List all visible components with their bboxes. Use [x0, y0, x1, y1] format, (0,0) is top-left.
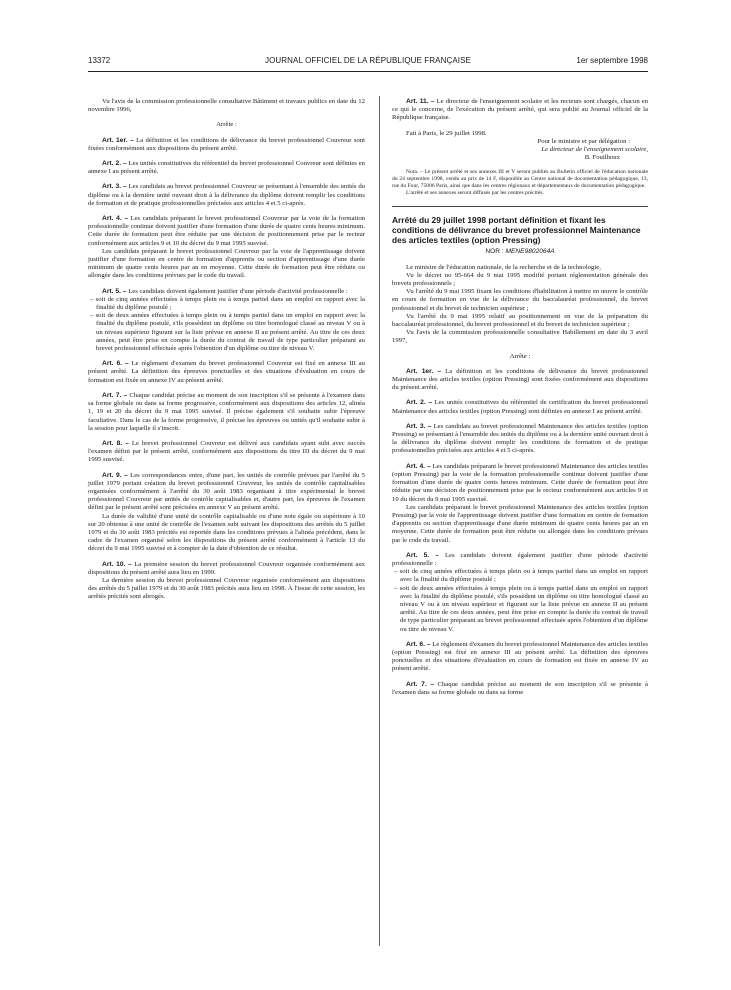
visa-paragraph: Vu l'avis de la commission professionnelle consultative Bâtiment et travaux publics en date du 12 novembre 1996, — [88, 98, 365, 114]
article-label: Art. 5. – — [102, 287, 127, 295]
article-text: Le brevet professionnel Couvreur est délivré aux candidats ayant subi avec succès l'examen défini par le présent arrêté, conformément aux dispositions du titre III du décret du 9 mai 1995 susvisé. — [88, 439, 366, 464]
journal-title: JOURNAL OFFICIEL DE LA RÉPUBLIQUE FRANÇAISE — [265, 56, 471, 65]
column-divider — [379, 96, 380, 946]
article-b5 — [392, 552, 648, 568]
header-rule — [88, 71, 648, 72]
article-1 — [88, 137, 365, 153]
article-text: Les candidats au brevet professionnel Couvreur se présentant à l'ensemble des unités du diplôme ou à la dernière unité ouvrant droit à la délivrance du diplôme doivent remplir les conditions de formation et de pratique professionnelles précisées aux articles 4 et 5 ci-après. — [88, 183, 366, 207]
signing-place-date: Fait à Paris, le 29 juillet 1998. — [406, 129, 487, 137]
article-text: Les correspondances entre, d'une part, les unités de contrôle prévues par l'arrêté du 5 juillet 1979 portant création du brevet professionnel Couvreur, les unités de contrôle capitalisables organisées conformément à l'arrêté du 30 août 1983 organisant à titre expérimental le brevet professionnel Couvreur par unités de contrôle capitalisables et, d'autre part, les épreuves de l'examen défini par le présent arrêté sont précisées en annexe V au présent arrêté. — [88, 471, 365, 512]
article-b7 — [392, 681, 648, 697]
article-label: Art. 5. – — [406, 551, 440, 559]
article-label: Art. 4. – — [102, 215, 129, 223]
article-label: Art. 6. – — [406, 640, 431, 648]
publication-note: Nota. – Le présent arrêté et ses annexes III et V seront publiés au Bulletin officiel de l'éducation nationale du 24 septembre 1998, vendu au prix de 14 F, disponible au Centre national de documentation pédagogique, 13, rue du Four, 75006 Paris, ainsi que dans les centres régionaux et départementaux de documentation pédagogique. — [392, 169, 648, 190]
page-header — [88, 56, 648, 70]
article-text: Chaque candidat précise au moment de son inscription s'il se présente à l'examen dans sa forme globale ou dans sa forme progressive, conformément aux dispositions des articles 12, alinéa 1, 19 et 20 du décret du 9 mai 1995 susvisé. Il précise également s'il souhaite subir l'épreuve facultative. Dans le cas de la forme progressive, il précise les épreuves ou unités qu'il souhaite subir à la session pour laquelle il s'inscrit. — [88, 391, 366, 432]
article-label: Art. 7. – — [102, 391, 128, 399]
article-text: Les unités constitutives du référentiel de certification du brevet professionnel Maintenance des articles textiles (option Pressing) sont définies en annexe I au présent arrêté. — [392, 399, 649, 415]
article-text: Le directeur de l'enseignement scolaire et les recteurs sont chargés, chacun en ce qui le concerne, de l'exécution du présent arrêté, qui sera publié au Journal officiel de la République française. — [392, 98, 648, 122]
nor-code: MENE9802064A — [505, 248, 555, 256]
article-b4-paragraph-2: Les candidats préparant le brevet professionnel Maintenance des articles textiles (option Pressing) par la voie de l'apprentissage doivent justifier d'une formation en centre de formation d'apprentis ou section d'apprentissage d'une durée minimum de quatre cents heures par an en moyenne. Cette durée de formation peut être réduite ou allongée dans les conditions prévues par le code du travail. — [392, 503, 648, 544]
article-text: Les candidats préparant le brevet professionnel Maintenance des articles textiles (option Pressing) par la voie de la formation professionnelle continue doivent justifier d'une formation d'une durée de quatre cents heures minimum. Cette durée de formation peut être réduite par une décision de positionnement prise par le recteur conformément aux articles 9 et 10 du décret du 9 mai 1995 susvisé. — [392, 462, 649, 503]
visa-positionnement: Vu l'arrêté du 9 mai 1995 relatif au positionnement en vue de la préparation du baccalauréat professionnel, du brevet professionnel et du brevet de technicien supérieur ; — [392, 312, 648, 329]
article-9 — [88, 472, 365, 513]
article-b1 — [392, 368, 648, 393]
article-b6 — [392, 641, 648, 674]
article-5-item-2: – soit de deux années effectuées à temps plein ou à temps partiel dans un emploi en rapport avec la finalité du diplôme postulé, s'ils possèdent un diplôme ou titre homologué classé au niveau V ou à un niveau supérieur figurant sur la liste prévue en annexe II au présent arrêté. Au titre de ces deux années, peut être prise en compte la durée du contrat de travail de type particulier préparant au brevet professionnel effectuée après l'obtention d'un diplôme ou titre de niveau V. — [90, 312, 365, 353]
decree-title: Arrêté du 29 juillet 1998 portant définition et fixant les conditions de délivrance du brevet professionnel Maintenance des articles textiles (option Pressing) — [392, 215, 641, 246]
article-text: Le règlement d'examen du brevet professionnel Couvreur est fixé en annexe III au présent arrêté. La définition des épreuves ponctuelles et des situations d'évaluation en cours de formation est fixée en annexe IV au présent arrêté. — [88, 360, 365, 384]
visa-commission: Vu l'avis de la commission professionnelle consultative Habillement en date du 3 avril 1997, — [392, 329, 648, 345]
article-6 — [88, 360, 365, 385]
article-label: Art. 9. – — [102, 471, 128, 479]
article-text: Le règlement d'examen du brevet professionnel Maintenance des articles textiles (option Pressing) est fixé en annexe III au présent arrêté. La définition des épreuves ponctuelles et des situations d'évaluation en cours de formation est fixée en annexe IV au présent arrêté. — [392, 640, 649, 673]
arrete-heading-2: Arrête : — [509, 352, 531, 360]
nor-reference — [392, 248, 648, 256]
article-label: Art. 6. – — [102, 360, 129, 368]
article-b4 — [392, 463, 648, 504]
article-text: Les candidats préparant le brevet professionnel Couvreur par la voie de la formation professionnelle continue doivent justifier d'une formation d'une durée de quatre cents heures minimum. Cette durée de formation peut être réduite par une décision de positionnement prise par le recteur conformément aux articles 9 et 10 du décret du 9 mai 1995 susvisé. — [88, 215, 366, 247]
article-text: Chaque candidat précise au moment de son inscription s'il se présente à l'examen dans sa forme globale ou dans sa forme — [392, 680, 649, 696]
minister-paragraph: Le ministre de l'éducation nationale, de la recherche et de la technologie, — [406, 263, 601, 271]
article-5 — [88, 288, 365, 296]
article-8 — [88, 440, 365, 465]
article-b2 — [392, 399, 648, 415]
article-10-paragraph-2: La dernière session du brevet professionnel Couvreur organisée conformément aux dispositions des arrêtés du 5 juillet 1979 et du 30 août 1983 précités aura lieu en 1998. À l'issue de cette session, les arrêtés précités sont abrogés. — [88, 576, 365, 601]
article-label: Art. 4. – — [406, 462, 431, 470]
left-column — [88, 98, 365, 602]
article-label: Art. 11. – — [406, 98, 435, 105]
nor-label: NOR : — [485, 248, 504, 256]
issue-date: 1er septembre 1998 — [576, 56, 648, 65]
article-text: Les candidats au brevet professionnel Maintenance des articles textiles (option Pressing) se présentant à l'ensemble des unités du diplôme ou à la dernière unité ouvrant droit à la délivrance du diplôme doivent remplir les conditions de formation et de pratique professionnelles précisées aux articles 4 et 5 ci-après. — [392, 422, 649, 455]
article-label: Art. 2. – — [406, 399, 433, 407]
article-text: La définition et les conditions de délivrance du brevet professionnel Couvreur sont fixées conformément aux dispositions du présent arrêté. — [88, 136, 366, 152]
article-4 — [88, 215, 365, 248]
article-11 — [392, 98, 648, 123]
article-5-item-1: – soit de cinq années effectuées à temps plein ou à temps partiel dans un emploi en rapport avec la finalité du diplôme postulé ; — [90, 295, 365, 312]
article-label: Art. 1er. – — [406, 367, 442, 375]
article-9-paragraph-2: La durée de validité d'une unité de contrôle capitalisable ou d'une note égale ou supérieure à 10 sur 20 obtenue à une unité de contrôle de l'examen subi suivant les dispositions des arrêtés du 5 juillet 1979 et du 30 août 1983 précités est reportée dans les conditions prévues à l'alinéa précédent, dans le cadre de l'examen organisé selon les dispositions du présent arrêté conformément à l'article 13 du décret du 9 mai 1995 susvisé et à compter de la date d'obtention de ce résultat. — [88, 512, 365, 553]
article-label: Art. 1er. – — [102, 136, 134, 144]
article-text: Les candidats doivent également justifier d'une période d'activité professionnelle : — [392, 551, 649, 567]
article-10 — [88, 561, 365, 577]
article-7 — [88, 392, 365, 433]
article-label: Art. 3. – — [406, 422, 432, 430]
page-number: 13372 — [88, 56, 111, 65]
article-b5-item-2: – soit de deux années effectuées à temps plein ou à temps partiel dans un emploi en rapport avec la finalité du diplôme postulé, s'ils possèdent un diplôme ou titre homologué classé au niveau V ou à un niveau supérieur et figurant sur la liste prévue en annexe II au présent arrêté. Au titre de ces deux années, peut être prise en compte la durée du contrat de travail de type particulier préparant au brevet professionnel effectuée après l'obtention d'un diplôme ou titre de niveau V. — [394, 584, 648, 633]
signature-delegation: Pour le ministre et par délégation : — [537, 137, 630, 145]
article-3 — [88, 183, 365, 208]
article-text: Les unités constitutives du référentiel du brevet professionnel Couvreur sont définies en annexe I au présent arrêté. — [88, 160, 365, 176]
article-label: Art. 10. – — [102, 560, 132, 568]
article-b5-item-1: – soit de cinq années effectuées à temps plein ou à temps partiel dans un emploi en rapport avec la finalité du diplôme postulé ; — [394, 568, 648, 584]
article-text: La première session du brevet professionnel Couvreur organisée conformément aux dispositions du présent arrêté aura lieu en 1999. — [88, 560, 366, 576]
signatory-title: Le directeur de l'enseignement scolaire, — [541, 146, 648, 154]
article-b3 — [392, 423, 648, 456]
article-label: Art. 8. – — [102, 439, 129, 447]
visa-decree: Vu le décret no 95-664 du 9 mai 1995 modifié portant réglementation générale des brevets professionnels ; — [392, 271, 648, 288]
article-label: Art. 7. – — [406, 680, 435, 688]
arrete-heading: Arrête : — [216, 121, 237, 129]
section-separator — [392, 206, 648, 207]
article-label: Art. 2. – — [102, 160, 127, 168]
article-2 — [88, 160, 365, 176]
distribution-note: L'arrêté et ses annexes seront diffusés par les centres précités. — [406, 190, 544, 197]
article-4-paragraph-2: Les candidats préparant le brevet professionnel Couvreur par la voie de l'apprentissage doivent justifier d'une formation en centre de formation d'apprentis ou section d'apprentissage d'une durée minimum de quatre cents heures par an en moyenne. Cette durée de formation peut être réduite ou allongée dans les conditions prévues par le code du travail. — [88, 247, 365, 280]
article-text: La définition et les conditions de délivrance du brevet professionnel Maintenance des articles textiles (option Pressing) sont fixées conformément aux dispositions du présent arrêté. — [392, 367, 649, 392]
right-column — [392, 98, 648, 697]
article-text: Les candidats doivent également justifier d'une période d'activité professionnelle : — [128, 287, 348, 295]
signatory-name: B. Fouilhoux — [584, 154, 620, 162]
article-label: Art. 3. – — [102, 183, 127, 191]
visa-habilitation: Vu l'arrêté du 9 mai 1995 fixant les conditions d'habilitation à mettre en œuvre le contrôle en cours de formation en vue de la délivrance du baccalauréat professionnel, du brevet professionnel et du brevet de technicien supérieur ; — [392, 288, 648, 312]
